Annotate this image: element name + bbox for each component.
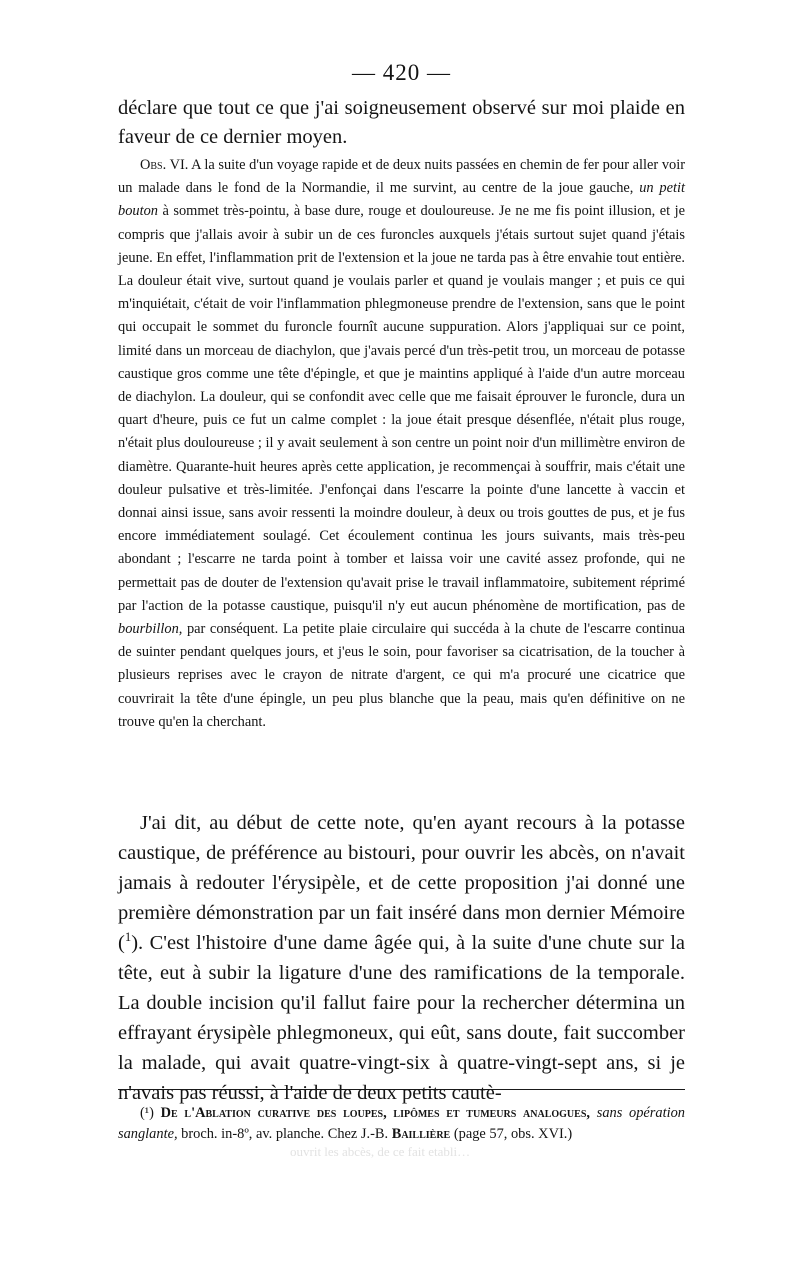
page-number: — 420 — [352, 60, 451, 85]
book-page [118, 0, 685, 1262]
footnote [118, 1103, 685, 1145]
observation-italic-1: un petit bouton [118, 180, 685, 220]
observation-text-2: à sommet très-pointu, à base dure, rouge et douloureuse. Je ne me fis point illusion, et je compris que j'allais avoir à subir un de ces furoncles auxquels j'étais surtout sujet quand j'étais jeune. En effet, l'inflammation prit de l'extension et la joue ne tarda pas à être envahie tout entière. La douleur était vive, surtout quand je voulais parler et quand je voulais manger ; et puis ce qui m'inquiétait, c'était de voir l'inflammation phlegmoneuse prendre de l'extension, sans que le point qui occupait le sommet du furoncle fournît aucune suppuration. Alors j'appliquai sur ce point, limité dans un morceau de diachylon, que j'avais percé d'un très-petit trou, un morceau de potasse caustique gros comme une tête d'épingle, et que je maintins appliqué à l'aide d'un autre morceau de diachylon. La douleur, qui se confondit avec celle que me faisait éprouver le furoncle, dura un quart d'heure, puis ce fut un calme complet : la joue était presque désenflée, n'était plus rouge, n'était plus douloureuse ; il y avait seulement à son centre un point noir d'un millimètre environ de diamètre. Quarante-huit heures après cette application, je recommençai à souffrir, mais c'était une douleur pulsative et très-limitée. J'enfonçai dans l'escarre la pointe d'une lancette à vaccin et donnai ainsi issue, sans avoir ressenti la moindre douleur, à deux ou trois gouttes de pus, et je fus encore immédiatement soulagé. Cet écoulement continua les jours suivants, mais très-peu abondant ; l'escarre ne tarda point à tomber et laissa voir une cavité assez profonde, qui ne permettait pas de douter de l'extension qu'avait prise le travail inflammatoire, subitement réprimé par l'action de la potasse caustique, puisqu'il n'y eut aucun phénomène de mortification, pas de [118, 203, 685, 614]
footnote-reference: 1 [124, 930, 132, 945]
observation-label: Obs. VI. [140, 157, 189, 173]
footnote-title: De l'Ablation curative des loupes, lipômes et tumeurs analogues, [160, 1105, 590, 1121]
bleed-through-text: ouvrit les abcès, de ce fait etabli… [290, 1144, 471, 1159]
observation-italic-2: bourbillon, [118, 621, 183, 638]
footnote-publisher: Baillière [391, 1126, 451, 1142]
lead-text: déclare que tout ce que j'ai soigneusement observé sur moi plaide en faveur de ce dernier moyen. [118, 97, 685, 148]
observation-text-1: A la suite d'un voyage rapide et de deux nuits passées en chemin de fer pour aller voir un malade dans le fond de la Normandie, il me survint, au centre de la joue gauche, [118, 157, 685, 197]
main-paragraph [118, 808, 685, 1108]
main-text-1: J'ai dit, au début de cette note, qu'en ayant recours à la potasse caustique, de préférence au bistouri, pour ouvrir les abcès, on n'avait jamais à redouter l'érysipèle, et de cette proposition j'ai donné une première démonstration par un fait inséré dans mon dernier Mémoire ( [118, 812, 685, 954]
observation-paragraph [118, 154, 685, 734]
main-text-2: ). C'est l'histoire d'une dame âgée qui, à la suite d'une chute sur la tête, eut à subir la ligature d'une des ramifications de la temporale. La double incision qu'il fallut faire pour la rechercher détermina un effrayant érysipèle phlegmoneux, qui eût, sans doute, fait succomber la malade, qui avait quatre-vingt-six à quatre-vingt-sept ans, si je n'avais pas réussi, à l'aide de deux petits cautè- [118, 932, 685, 1104]
footnote-text: broch. in-8º, av. planche. Chez J.-B. [181, 1126, 389, 1142]
lead-paragraph [118, 94, 685, 152]
footnote-page-ref: (page 57, obs. XVI.) [453, 1126, 573, 1142]
footnote-italic: sans opération sanglante, [118, 1105, 685, 1142]
footnote-marker: (¹) [140, 1105, 154, 1121]
observation-text-3: par conséquent. La petite plaie circulaire qui succéda à la chute de l'escarre continua de suinter pendant quelques jours, et j'eus le soin, pour favoriser sa cicatrisation, de la toucher à plusieurs reprises avec le crayon de nitrate d'argent, ce qui m'a procuré une cicatrice que couvrirait la tête d'une épingle, un peu plus blanche que la peau, mais qu'en définitive on ne trouve qu'en la cherchant. [118, 621, 685, 730]
footnote-rule [118, 1089, 685, 1090]
